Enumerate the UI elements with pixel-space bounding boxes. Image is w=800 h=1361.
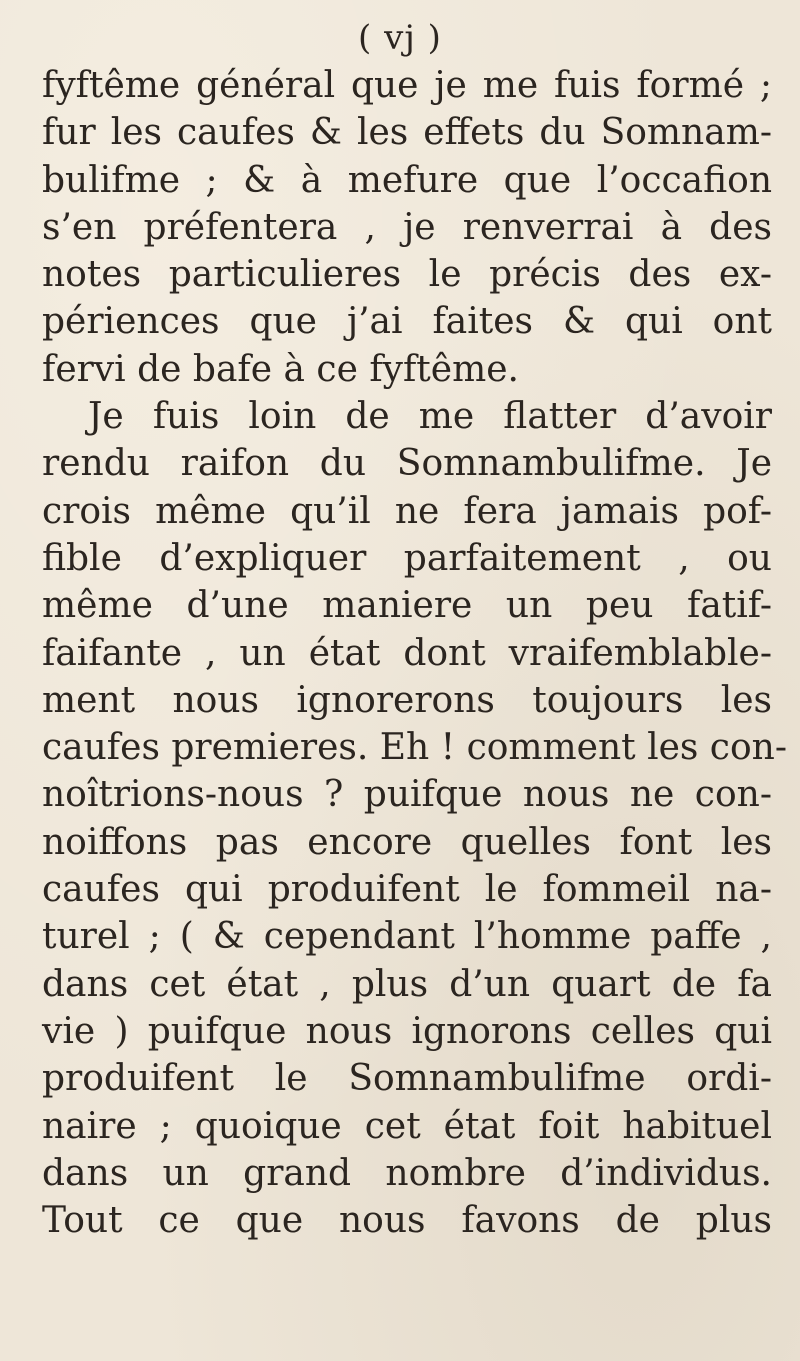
text-line: fyftême général que je me fuis formé ; bbox=[42, 65, 772, 106]
text-line: Tout ce que nous favons de plus bbox=[42, 1200, 772, 1242]
text-line: notes particulieres le précis des ex- bbox=[42, 254, 772, 296]
text-line: caufes premieres. Eh ! comment les con- bbox=[42, 727, 787, 769]
text-line: fervi de bafe à ce fyftême. bbox=[42, 348, 519, 390]
text-line: noîtrions-nous ? puifque nous ne con- bbox=[42, 774, 772, 816]
text-line: crois même qu’il ne fera jamais pof- bbox=[42, 490, 772, 532]
text-line: fible d’expliquer parfaitement , ou bbox=[42, 537, 772, 579]
text-line: naire ; quoique cet état foit habituel bbox=[42, 1105, 772, 1147]
text-line: fur les caufes & les effets du Somnam- bbox=[42, 112, 772, 154]
page-number: ( vj ) bbox=[358, 18, 442, 58]
text-line: rendu raifon du Somnambulifme. Je bbox=[42, 443, 772, 485]
text-line: noiffons pas encore quelles font les bbox=[42, 821, 772, 863]
text-line: ment nous ignorerons toujours les bbox=[42, 679, 772, 721]
text-line: vie ) puifque nous ignorons celles qui bbox=[42, 1010, 772, 1052]
text-line: caufes qui produifent le fommeil na- bbox=[42, 869, 772, 911]
text-line: faifante , un état dont vraifemblable- bbox=[42, 632, 772, 674]
paragraph-first-line: Je fuis loin de me flatter d’avoir bbox=[88, 396, 772, 438]
text-line: dans un grand nombre d’individus. bbox=[42, 1152, 772, 1194]
text-line: produifent le Somnambulifme ordi- bbox=[42, 1058, 772, 1100]
body-text bbox=[42, 62, 787, 1244]
text-line: bulifme ; & à mefure que l’occafion bbox=[42, 159, 772, 201]
text-line: dans cet état , plus d’un quart de fa bbox=[42, 963, 772, 1005]
text-line: périences que j’ai faites & qui ont bbox=[42, 301, 772, 343]
text-line: s’en préfentera , je renverrai à des bbox=[42, 206, 772, 248]
text-line: turel ; ( & cependant l’homme paffe , bbox=[42, 916, 772, 958]
text-line: même d’une maniere un peu fatif- bbox=[42, 585, 772, 627]
